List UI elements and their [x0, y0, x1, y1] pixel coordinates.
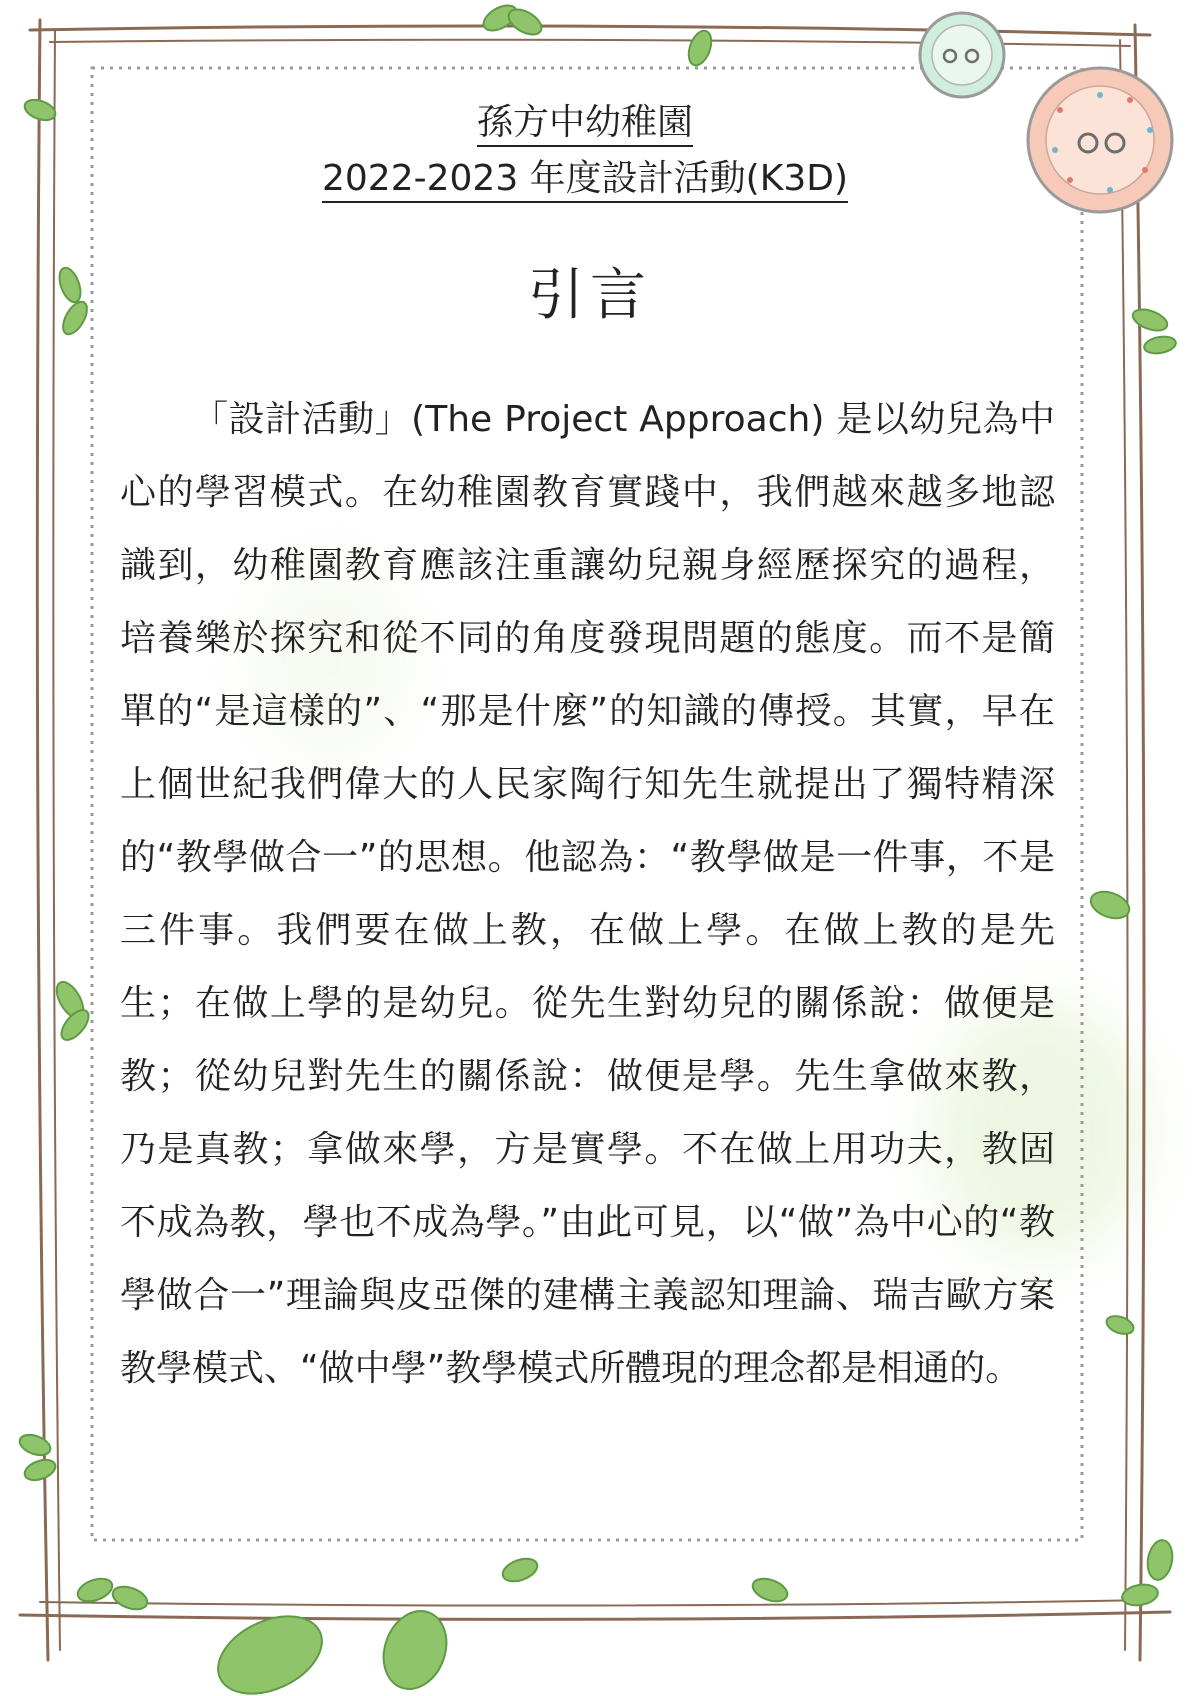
big-leaf-icon — [206, 1601, 334, 1696]
body-paragraph: 「設計活動」(The Project Approach) 是以幼兒為中心的學習模式。在幼稚園教育實踐中，我們越來越多地認識到，幼稚園教育應該注重讓幼兒親身經歷探究的過程，培養樂於探究和從不同的角度發現問題的態度。而不是簡單的“是這樣的”、“那是什麼”的知識的傳授。其實，早在上個世紀我們偉大的人民家陶行知先生就提出了獨特精深的“教學做合一”的思想。他認為：“教學做是一件事，不是三件事。我們要在做上教，在做上學。在做上教的是先生；在做上學的是幼兒。從先生對幼兒的關係說：做便是教；從幼兒對先生的關係說：做便是學。先生拿做來教，乃是真教；拿做來學，方是實學。不在做上用功夫，教固不成為教，學也不成為學。”由此可見，以“做”為中心的“教學做合一”理論與皮亞傑的建構主義認知理論、瑞吉歐方案教學模式、“做中學”教學模式所體現的理念都是相通的。 — [120, 399, 1055, 1389]
vine-left — [37, 20, 48, 1660]
document-content — [120, 95, 1080, 1405]
vine-bottom-2 — [40, 1600, 1150, 1606]
vine-left-2 — [53, 30, 60, 1650]
vine-right-2 — [1120, 40, 1128, 1650]
leaf-icon — [55, 265, 84, 305]
school-name-text: 孫方中幼稚園 — [477, 102, 693, 147]
vine-bottom — [20, 1612, 1170, 1619]
leaf-icon — [110, 1582, 151, 1613]
leaf-icon — [684, 28, 715, 69]
leaf-icon — [1145, 1538, 1176, 1582]
leaf-icon — [1087, 887, 1133, 923]
leaf-icon — [17, 1431, 53, 1459]
activity-year — [90, 151, 1080, 207]
leaf-icon — [75, 1574, 116, 1605]
leaf-icon — [1104, 1313, 1136, 1338]
big-leaf-icon — [373, 1602, 457, 1696]
vine-right — [1135, 25, 1144, 1660]
section-heading: 引言 — [528, 263, 652, 328]
leaf-icon — [750, 1574, 791, 1605]
leaf-icon — [1143, 334, 1177, 355]
activity-year-text: 2022-2023 年度設計活動(K3D) — [322, 158, 848, 203]
school-name — [90, 95, 1080, 151]
leaf-icon — [22, 96, 58, 124]
donut-badge-small — [920, 13, 1004, 97]
leaf-icon — [22, 1456, 58, 1484]
leaf-icon — [1130, 305, 1170, 334]
leaf-icon — [500, 1554, 541, 1585]
leaf-icon — [58, 298, 92, 338]
